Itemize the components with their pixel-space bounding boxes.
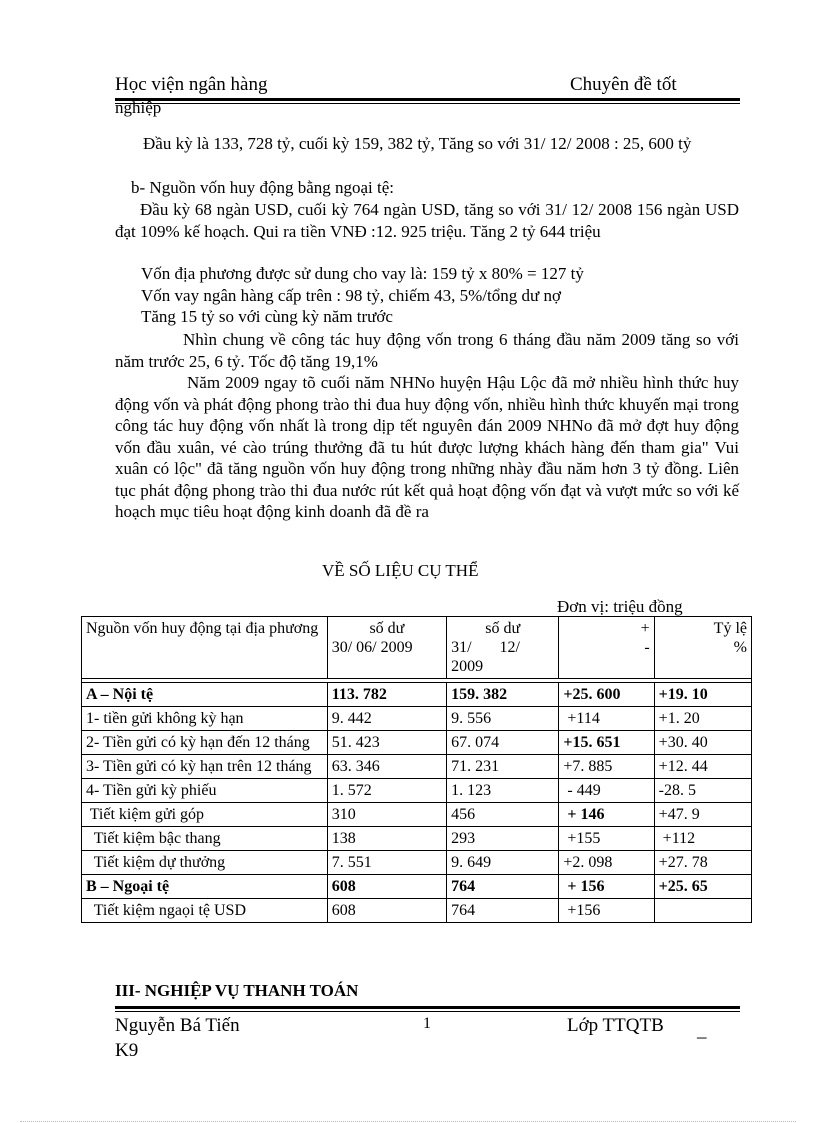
capital-table: [81, 616, 752, 923]
line-local-capital: Vốn địa phương được sử dung cho vay là: 159 tỷ x 80% = 127 tỷ: [141, 264, 584, 283]
row-balance-0630: 63. 346: [327, 755, 446, 779]
header-ratio-label: Tỷ lệ: [713, 620, 747, 637]
row-balance-0630: 608: [327, 875, 446, 899]
line-increase: Tăng 15 tỷ so với cùng kỳ năm trước: [141, 307, 393, 326]
header-source: Nguồn vốn huy động tại địa phương: [82, 617, 328, 679]
row-balance-1231: 9. 649: [447, 851, 559, 875]
row-balance-1231: 67. 074: [447, 731, 559, 755]
table-title: VỀ SỐ LIỆU CỤ THỂ: [322, 561, 479, 580]
row-ratio: +47. 9: [654, 803, 751, 827]
header-rule-thin: [115, 103, 740, 104]
row-name: 1- tiền gửi không kỳ hạn: [82, 707, 328, 731]
row-change: + 146: [559, 803, 654, 827]
header-change-plus: +: [640, 620, 650, 637]
table-row: [82, 851, 752, 875]
row-balance-1231: 293: [447, 827, 559, 851]
row-change: +155: [559, 827, 654, 851]
table-row: [82, 683, 752, 707]
row-ratio: [654, 899, 751, 923]
footer-rule-thin: [115, 1011, 740, 1012]
header-balance-1231-date: 31/ 12/: [451, 639, 520, 656]
row-name: A – Nội tệ: [82, 683, 328, 707]
row-name: 4- Tiền gửi kỳ phiếu: [82, 779, 328, 803]
row-name: Tiết kiệm dự thưởng: [82, 851, 328, 875]
row-balance-1231: 9. 556: [447, 707, 559, 731]
row-ratio: +30. 40: [654, 731, 751, 755]
row-change: +15. 651: [559, 731, 654, 755]
header-left: Học viện ngân hàng: [115, 74, 268, 95]
footer-class: Lớp TTQTB: [567, 1015, 664, 1036]
table-row: [82, 755, 752, 779]
row-balance-0630: 1. 572: [327, 779, 446, 803]
footer-cohort: K9: [115, 1040, 139, 1061]
row-name: Tiết kiệm bậc thang: [82, 827, 328, 851]
footer-rule-thick: [115, 1006, 740, 1009]
row-balance-1231: 1. 123: [447, 779, 559, 803]
row-balance-0630: 9. 442: [327, 707, 446, 731]
section-heading: III- NGHIỆP VỤ THANH TOÁN: [115, 981, 359, 1000]
footer-dash: _: [697, 1020, 707, 1041]
paragraph-2009: Năm 2009 ngay tõ cuối năm NHNo huyện Hậu Lộc đã mở nhiều hình thức huy động vốn và phát động phong trào thi đua huy động vốn, nhiều hình thức khuyến mại trong công tác huy động vốn nhất là trong dịp tết nguyên đán 2009 NHNo đã mở đợt huy động vốn đầu xuân, vé cào trúng thưởng đã tu hút được lượng khách hàng đến tham gia" Vui xuân có lộc" đã tăng nguồn vốn huy động trong những nhày đầu năm hơn 3 tỷ đồng. Liên tục phát động phong trào thi đua nước rút kết quả hoạt động vốn đạt và vượt mức so với kế hoạch mục tiêu hoạt động kinh doanh đã đề ra: [115, 373, 739, 521]
table-row: [82, 827, 752, 851]
row-ratio: +27. 78: [654, 851, 751, 875]
row-change: +2. 098: [559, 851, 654, 875]
footer-author: Nguyễn Bá Tiến: [115, 1015, 240, 1036]
page-edge-divider: [20, 1121, 796, 1122]
header-balance-1231: [447, 617, 559, 679]
row-change: - 449: [559, 779, 654, 803]
row-ratio: +1. 20: [654, 707, 751, 731]
header-ratio: [654, 617, 751, 679]
table-row: [82, 875, 752, 899]
row-balance-0630: 138: [327, 827, 446, 851]
line-upper-bank-loan: Vốn vay ngân hàng cấp trên : 98 tỷ, chiếm 43, 5%/tổng dư nợ: [141, 286, 561, 305]
row-balance-0630: 51. 423: [327, 731, 446, 755]
row-name: Tiết kiệm ngaọi tệ USD: [82, 899, 328, 923]
row-balance-0630: 113. 782: [327, 683, 446, 707]
header-balance-0630: [327, 617, 446, 679]
footer-page-number: 1: [423, 1015, 431, 1032]
paragraph-summary: Nhìn chung về công tác huy động vốn trong 6 tháng đầu năm 2009 tăng so với năm trước 25, 6 tỷ. Tốc độ tăng 19,1%: [115, 330, 739, 371]
row-balance-1231: 456: [447, 803, 559, 827]
table-row: [82, 731, 752, 755]
header-rule-thick: [115, 98, 740, 101]
row-balance-1231: 71. 231: [447, 755, 559, 779]
row-name: 3- Tiền gửi có kỳ hạn trên 12 tháng: [82, 755, 328, 779]
row-ratio: +19. 10: [654, 683, 751, 707]
header-balance-0630-date: 30/ 06/ 2009: [331, 639, 413, 656]
header-balance-0630-label: số dư: [369, 620, 405, 637]
row-name: Tiết kiệm gửi góp: [82, 803, 328, 827]
row-balance-0630: 608: [327, 899, 446, 923]
header-right: Chuyên đề tốt: [570, 74, 677, 95]
header-balance-1231-label: số dư: [485, 620, 521, 637]
header-change: [559, 617, 654, 679]
row-ratio: +12. 44: [654, 755, 751, 779]
heading-foreign-currency: b- Nguồn vốn huy động bằng ngoại tệ:: [131, 178, 394, 197]
row-ratio: +25. 65: [654, 875, 751, 899]
row-name: 2- Tiền gửi có kỳ hạn đến 12 tháng: [82, 731, 328, 755]
row-change: +114: [559, 707, 654, 731]
table-unit: Đơn vị: triệu đồng: [557, 597, 683, 616]
row-ratio: -28. 5: [654, 779, 751, 803]
header-balance-1231-year: 2009: [451, 658, 484, 675]
row-change: +7. 885: [559, 755, 654, 779]
row-balance-0630: 310: [327, 803, 446, 827]
row-balance-0630: 7. 551: [327, 851, 446, 875]
row-ratio: +112: [654, 827, 751, 851]
row-change: +25. 600: [559, 683, 654, 707]
table-row: [82, 899, 752, 923]
paragraph-opening: Đầu kỳ là 133, 728 tỷ, cuối kỳ 159, 382 tỷ, Tăng so với 31/ 12/ 2008 : 25, 600 tỷ: [143, 134, 692, 153]
table-header-row: [82, 617, 752, 679]
header-change-minus: -: [644, 639, 650, 656]
table-row: [82, 803, 752, 827]
paragraph-usd: Đầu kỳ 68 ngàn USD, cuối kỳ 764 ngàn USD, tăng so với 31/ 12/ 2008 156 ngàn USD đạt 109% kế hoạch. Qui ra tiền VNĐ :12. 925 triệu. Tăng 2 tỷ 644 triệu: [115, 200, 739, 241]
header-ratio-unit: %: [733, 639, 747, 656]
table-row: [82, 707, 752, 731]
row-change: +156: [559, 899, 654, 923]
row-change: + 156: [559, 875, 654, 899]
header-wrap: nghiệp: [115, 98, 162, 117]
row-balance-1231: 764: [447, 875, 559, 899]
row-name: B – Ngoại tệ: [82, 875, 328, 899]
row-balance-1231: 159. 382: [447, 683, 559, 707]
table-row: [82, 779, 752, 803]
row-balance-1231: 764: [447, 899, 559, 923]
